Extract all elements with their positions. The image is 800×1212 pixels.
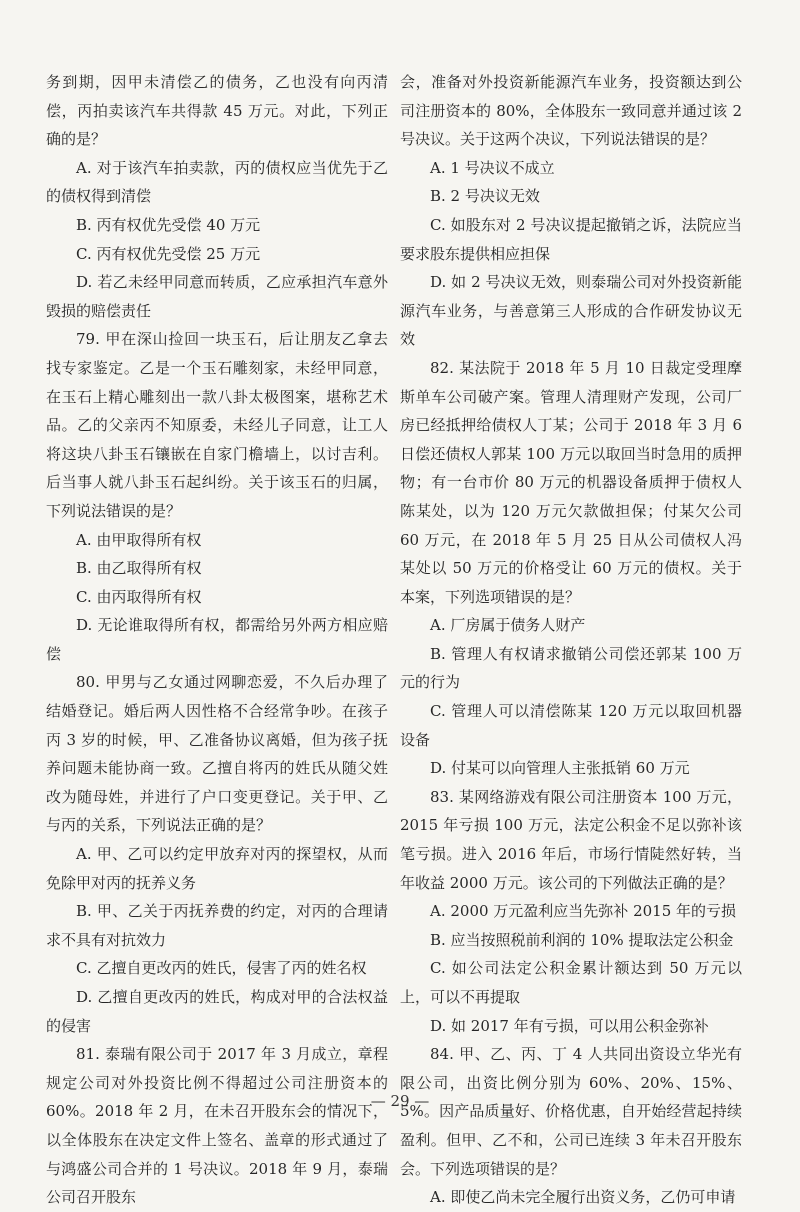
question-79-option-b: B. 由乙取得所有权 — [76, 559, 202, 578]
question-81-tail: 会，准备对外投资新能源汽车业务，投资额达到公司注册资本的 80%，全体股东一致同意并通过该 2 号决议。关于这两个决议，下列说法错误的是？ — [400, 73, 742, 149]
question-80-option-b: B. 甲、乙关于丙抚养费的约定，对丙的合理请求不具有对抗效力 — [46, 902, 388, 949]
question-80-option-a: A. 甲、乙可以约定甲放弃对丙的探望权，从而免除甲对丙的抚养义务 — [46, 845, 388, 892]
question-79-option-d: D. 无论谁取得所有权，都需给另外两方相应赔偿 — [46, 616, 388, 663]
question-83-option-c: C. 如公司法定公积金累计额达到 50 万元以上，可以不再提取 — [400, 959, 742, 1006]
question-78-option-c: C. 丙有权优先受偿 25 万元 — [76, 244, 261, 263]
question-81-option-b: B. 2 号决议无效 — [430, 187, 540, 206]
question-81-stem: 81. 泰瑞有限公司于 2017 年 3 月成立，章程规定公司对外投资比例不得超过公司注册资本的 60%。2018 年 2 月，在未召开股东会的情况下，以全体股东在决定文件上签名、盖章的形式通过了与鸿盛公司合并的 1 号决议。2018 年 9 月，泰瑞公司召开股东 — [46, 1045, 388, 1207]
question-84-stem: 84. 甲、乙、丙、丁 4 人共同出资设立华光有限公司，出资比例分别为 60%、20%、15%、5%。因产品质量好、价格优惠，自开始经营起持续盈利。但甲、乙不和，公司已连续 3 年未召开股东会。下列选项错误的是？ — [400, 1045, 742, 1178]
question-81-option-a: A. 1 号决议不成立 — [430, 158, 555, 177]
question-78-option-d: D. 若乙未经甲同意而转质，乙应承担汽车意外毁损的赔偿责任 — [46, 273, 388, 320]
question-79-option-c: C. 由丙取得所有权 — [76, 587, 202, 606]
question-80-stem: 80. 甲男与乙女通过网聊恋爱，不久后办理了结婚登记。婚后两人因性格不合经常争吵。在孩子丙 3 岁的时候，甲、乙准备协议离婚，但为孩子抚养问题未能协商一致。乙擅自将丙的姓氏从随父姓改为随母姓，并进行了户口变更登记。关于甲、乙与丙的关系，下列说法正确的是？ — [46, 673, 388, 835]
question-82-option-a: A. 厂房属于债务人财产 — [430, 616, 586, 635]
question-78-option-a: A. 对于该汽车拍卖款，丙的债权应当优先于乙的债权得到清偿 — [46, 158, 388, 206]
question-83-stem: 83. 某网络游戏有限公司注册资本 100 万元，2015 年亏损 100 万元，法定公积金不足以弥补该笔亏损。进入 2016 年后，市场行情陡然好转，当年收益 2000 万元。该公司的下列做法正确的是？ — [400, 787, 742, 892]
page-number: — 29 — — [370, 1092, 430, 1110]
question-82-option-c: C. 管理人可以清偿陈某 120 万元以取回机器设备 — [400, 702, 742, 749]
question-80-option-d: D. 乙擅自更改丙的姓氏，构成对甲的合法权益的侵害 — [46, 988, 388, 1035]
question-83-option-a: A. 2000 万元盈利应当先弥补 2015 年的亏损 — [430, 902, 737, 921]
question-79-stem: 79. 甲在深山捡回一块玉石，后让朋友乙拿去找专家鉴定。乙是一个玉石雕刻家，未经甲同意，在玉石上精心雕刻出一款八卦太极图案，堪称艺术品。乙的父亲丙不知原委，未经儿子同意，让工人将这块八卦玉石镶嵌在自家门檐墙上，以讨吉利。后当事人就八卦玉石起纠纷。关于该玉石的归属，下列说法错误的是？ — [46, 330, 388, 520]
question-79-option-a: A. 由甲取得所有权 — [76, 530, 202, 549]
left-column — [46, 68, 388, 1212]
question-83-option-d: D. 如 2017 年有亏损，可以用公积金弥补 — [430, 1016, 709, 1035]
question-81-option-d: D. 如 2 号决议无效，则泰瑞公司对外投资新能源汽车业务，与善意第三人形成的合作研发协议无效 — [400, 273, 742, 349]
question-82-option-b: B. 管理人有权请求撤销公司偿还郭某 100 万元的行为 — [400, 644, 742, 692]
question-82-option-d: D. 付某可以向管理人主张抵销 60 万元 — [430, 759, 690, 778]
question-80-option-c: C. 乙擅自更改丙的姓氏，侵害了丙的姓名权 — [76, 959, 367, 978]
question-83-option-b: B. 应当按照税前利润的 10% 提取法定公积金 — [430, 930, 734, 949]
question-81-option-c: C. 如股东对 2 号决议提起撤销之诉，法院应当要求股东提供相应担保 — [400, 215, 742, 263]
question-84-option-a: A. 即使乙尚未完全履行出资义务，乙仍可申请 — [430, 1188, 736, 1207]
question-78-tail: 务到期，因甲未清偿乙的债务，乙也没有向丙清偿，丙拍卖该汽车共得款 45 万元。对此，下列正确的是？ — [46, 73, 388, 149]
question-78-option-b: B. 丙有权优先受偿 40 万元 — [76, 215, 261, 234]
right-column — [400, 68, 742, 1212]
question-82-stem: 82. 某法院于 2018 年 5 月 10 日裁定受理摩斯单车公司破产案。管理人清理财产发现，公司厂房已经抵押给债权人丁某；公司于 2018 年 3 月 6 日偿还债权人郭某 100 万元以取回当时急用的质押物；有一台市价 80 万元的机器设备质押于债权人陈某处，以为 120 万元欠款做担保；付某欠公司 60 万元，在 2018 年 5 月 25 日从公司债权人冯某处以 50 万元的价格受让 60 万元的债权。关于本案，下列选项错误的是？ — [400, 358, 742, 606]
